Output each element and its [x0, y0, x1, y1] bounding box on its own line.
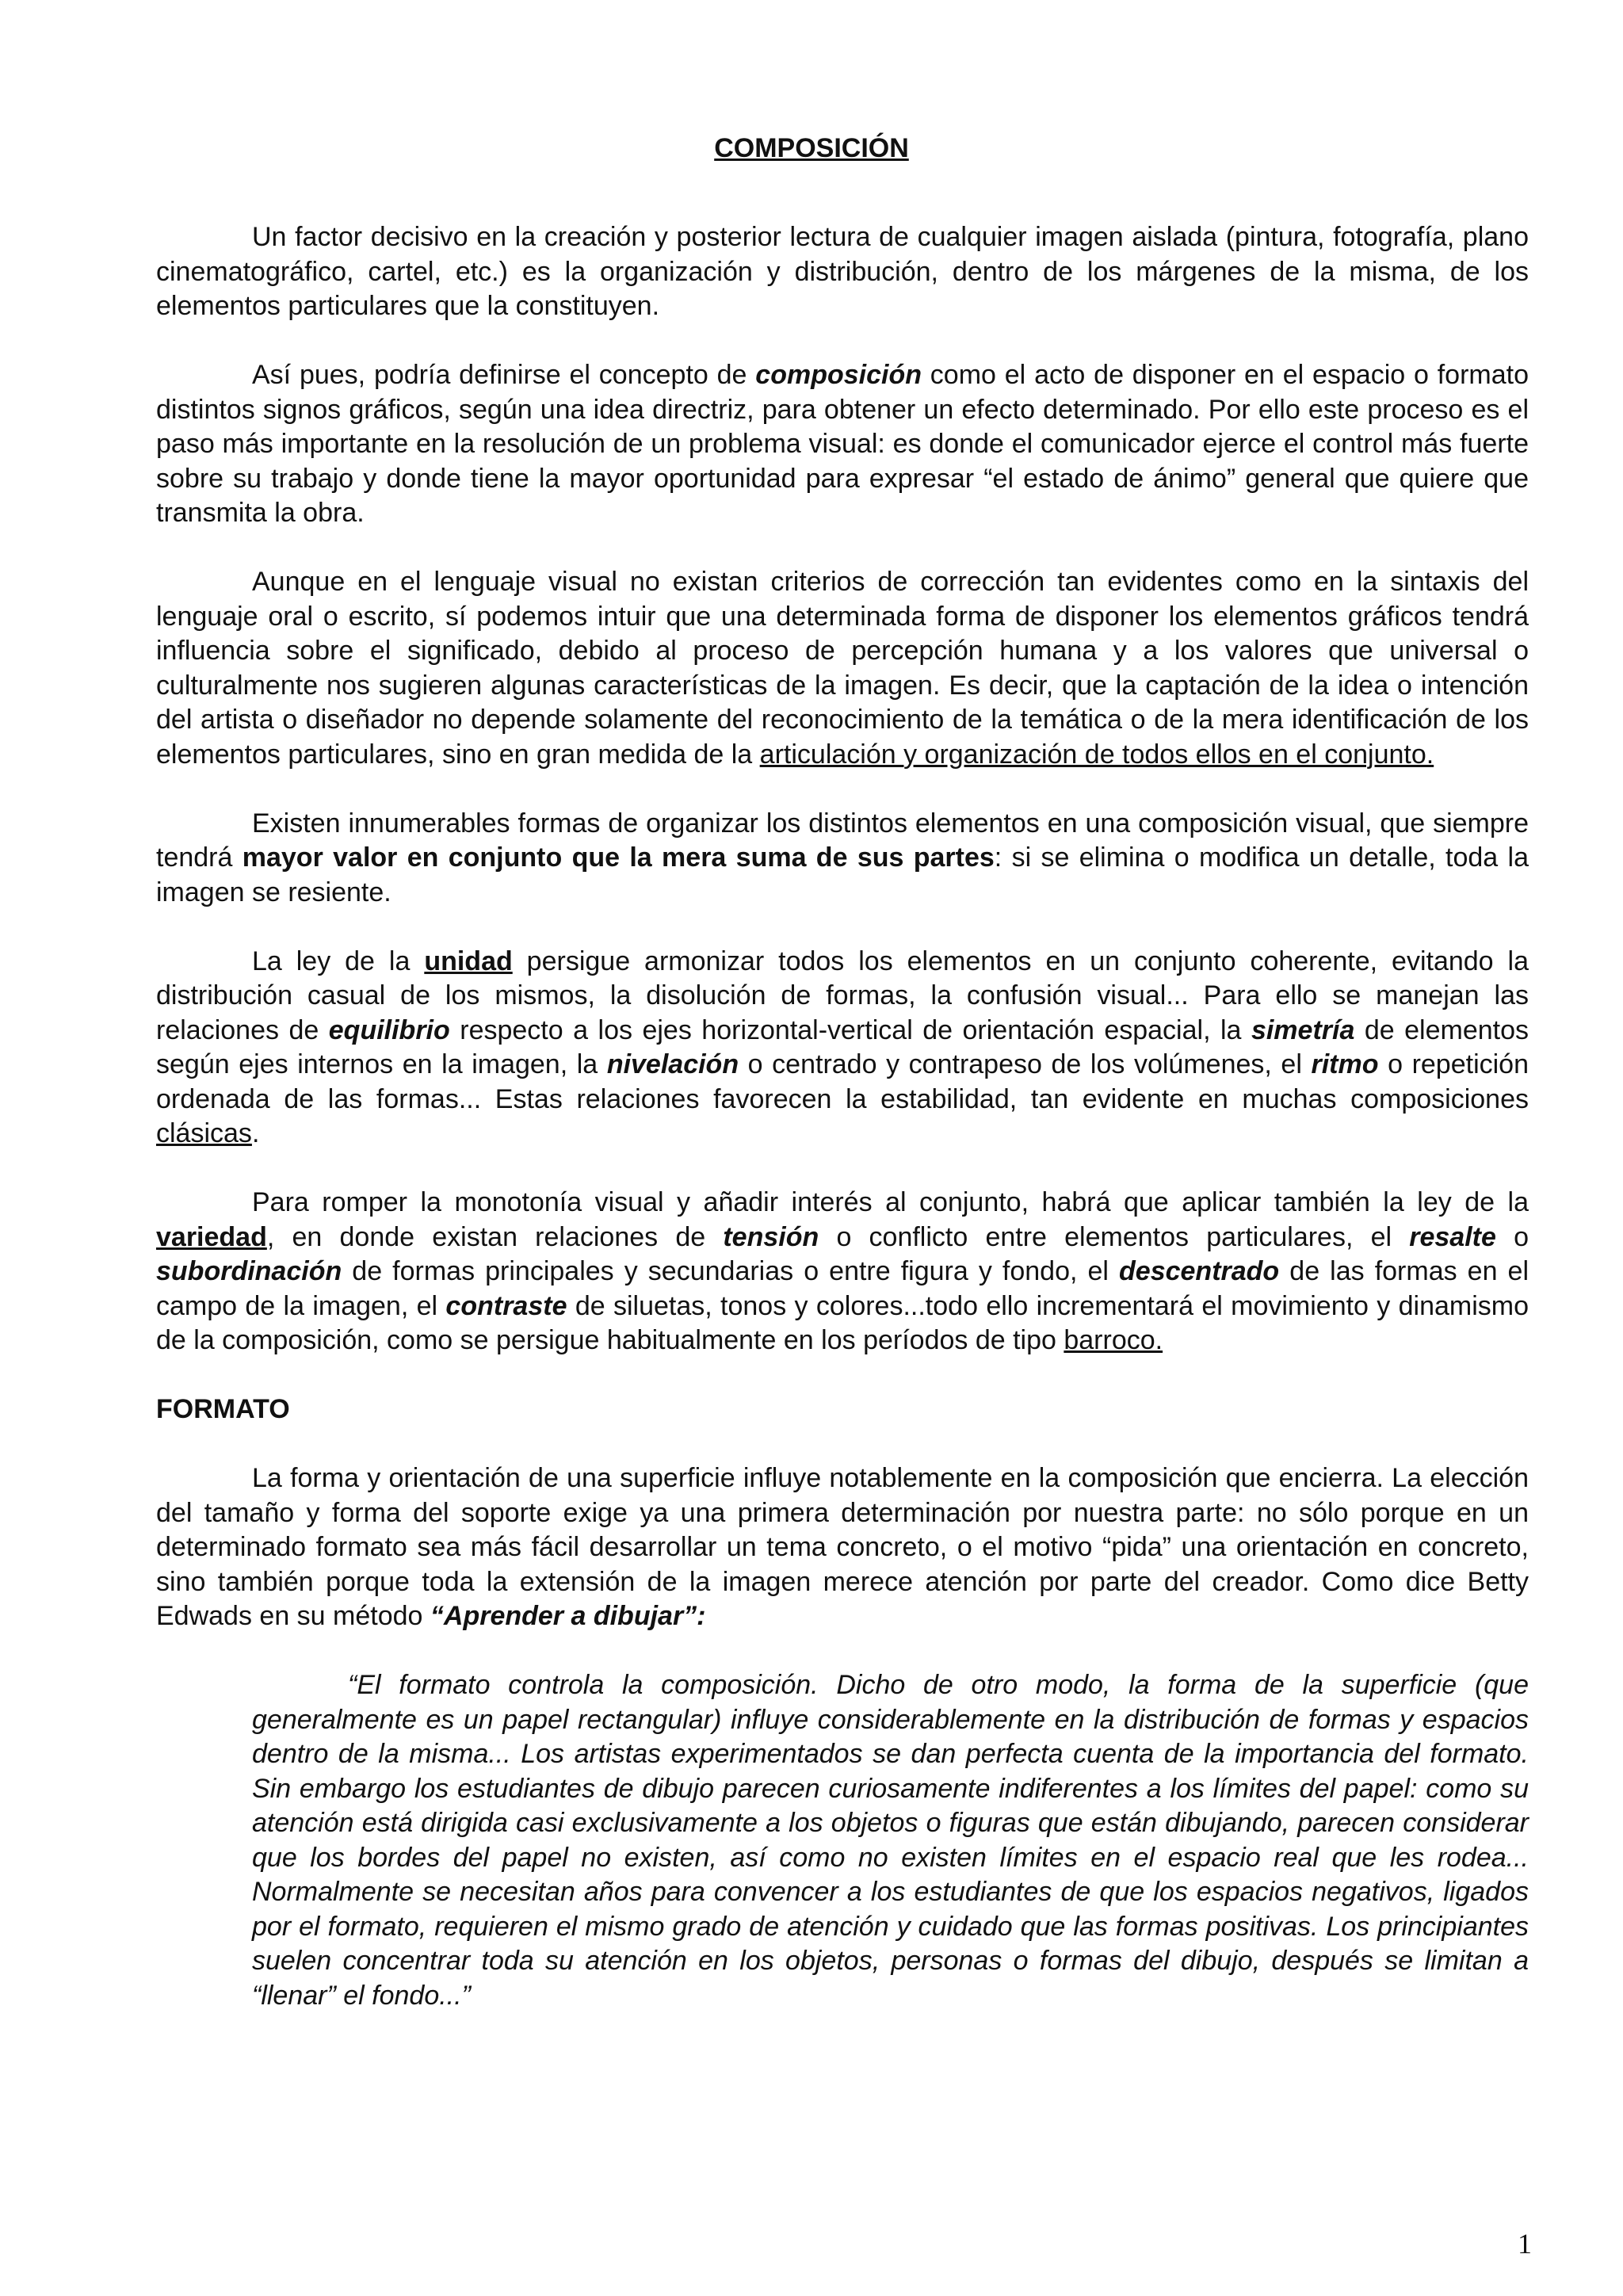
text-run: o	[1495, 1221, 1529, 1252]
underline-barroco: barroco.	[1064, 1325, 1163, 1355]
term-descentrado: descentrado	[1119, 1256, 1280, 1286]
term-ritmo: ritmo	[1311, 1049, 1379, 1079]
text-run: de siluetas, tonos y colores...todo ello incrementará el movimiento y dinamismo de la composición, como se persigue habitualmente en los períodos de tipo	[156, 1290, 1529, 1355]
text-run: Para romper la monotonía visual y añadir interés al conjunto, habrá que aplicar también la ley de la	[252, 1187, 1529, 1217]
text-run: persigue armonizar todos los elementos en un conjunto coherente, evitando la distribución casual de los mismos, la disolución de formas, la confusión visual... Para ello se manejan las relaciones de	[156, 946, 1529, 1045]
paragraph-visual-language	[156, 565, 1529, 772]
text-run: .	[251, 1118, 260, 1148]
term-resalte: resalte	[1409, 1221, 1496, 1252]
text-run: : si se elimina o modifica un detalle, toda la imagen se resiente.	[156, 842, 1529, 907]
book-title-aprender-a-dibujar: “Aprender a dibujar”:	[430, 1601, 706, 1631]
text-run: de las formas en el campo de la imagen, el	[156, 1256, 1529, 1321]
term-simetria: simetría	[1251, 1014, 1355, 1045]
term-variedad: variedad	[156, 1221, 267, 1252]
bold-mayor-valor: mayor valor en conjunto que la mera suma de sus partes	[242, 842, 995, 873]
text-run: o repetición ordenada de las formas... Estas relaciones favorecen la estabilidad, tan evidente en muchas composiciones	[156, 1049, 1529, 1114]
text-run: , en donde existan relaciones de	[266, 1221, 724, 1252]
text-run: La ley de la	[252, 946, 425, 976]
paragraph-variedad	[156, 1186, 1529, 1358]
emphasis-composicion: composición	[755, 360, 922, 390]
term-equilibrio: equilibrio	[328, 1014, 450, 1045]
text-run: respecto a los ejes horizontal-vertical de orientación espacial, la	[449, 1014, 1251, 1045]
paragraph-organization	[156, 807, 1529, 911]
paragraph-unidad	[156, 945, 1529, 1152]
text-run: Así pues, podría definirse el concepto de	[252, 360, 756, 390]
text-run: de elementos según ejes internos en la imagen, la	[156, 1014, 1529, 1079]
page-number: 1	[1518, 2228, 1532, 2260]
text-run: La forma y orientación de una superficie influye notablemente en la composición que encierra. La elección del tamaño y forma del soporte exige ya una primera determinación por nuestra parte: no sólo porque en un determinado formato sea más fácil desarrollar un tema concreto, o el motivo “pida” una orientación en concreto, sino también porque toda la extensión de la imagen merece atención por parte del creador. Como dice Betty Edwads en su método	[156, 1463, 1529, 1631]
term-nivelacion: nivelación	[606, 1049, 739, 1079]
underline-articulacion: articulación y organización de todos ellos en el conjunto.	[759, 739, 1434, 770]
term-unidad: unidad	[424, 946, 513, 976]
paragraph-definition	[156, 358, 1529, 531]
underline-clasicas: clásicas	[156, 1118, 252, 1148]
text-run: Aunque en el lenguaje visual no existan criterios de corrección tan evidentes como en la sintaxis del lenguaje oral o escrito, sí podemos intuir que una determinada forma de disponer los elementos gráficos tendrá influencia sobre el significado, debido al proceso de percepción humana y a los valores que universal o culturalmente nos sugieren algunas características de la imagen. Es decir, que la captación de la idea o intención del artista o diseñador no depende solamente del reconocimiento de la temática o de la mera identificación de los elementos particulares, sino en gran medida de la	[156, 567, 1529, 770]
term-tension: tensión	[723, 1221, 819, 1252]
text-run: Existen innumerables formas de organizar los distintos elementos en una composición visual, que siempre tendrá	[156, 808, 1529, 873]
paragraph-formato	[156, 1461, 1529, 1634]
block-quote: “El formato controla la composición. Dicho de otro modo, la forma de la superficie (que generalmente es un papel rectangular) influye considerablemente en la distribución de formas y espacios dentro de la misma... Los artistas experimentados se dan perfecta cuenta de la importancia del formato. Sin embargo los estudiantes de dibujo parecen curiosamente indiferentes a los límites del papel: como su atención está dirigida casi exclusivamente a los objetos o figuras que están dibujando, parecen considerar que los bordes del papel no existen, así como no existen límites en el espacio real que les rodea... Normalmente se necesitan años para convencer a los estudiantes de que los espacios negativos, ligados por el formato, requieren el mismo grado de atención y cuidado que las formas positivas. Los principiantes suelen concentrar toda su atención en los objetos, personas o formas del dibujo, después se limitan a “llenar” el fondo...”	[252, 1670, 1529, 2011]
text-run: o conflicto entre elementos particulares, el	[819, 1221, 1410, 1252]
section-heading-formato: FORMATO	[156, 1394, 290, 1424]
text-run: o centrado y contrapeso de los volúmenes, el	[739, 1049, 1312, 1079]
document-title: COMPOSICIÓN	[714, 133, 909, 163]
document-body	[156, 220, 1529, 2013]
term-subordinacion: subordinación	[156, 1256, 342, 1286]
term-contraste: contraste	[445, 1290, 567, 1321]
text-run: como el acto de disponer en el espacio o formato distintos signos gráficos, según una idea directriz, para obtener un efecto determinado. Por ello este proceso es el paso más importante en la resolución de un problema visual: es donde el comunicador ejerce el control más fuerte sobre su trabajo y donde tiene la mayor oportunidad para expresar “el estado de ánimo” general que quiere que transmita la obra.	[156, 360, 1529, 528]
paragraph-intro: Un factor decisivo en la creación y posterior lectura de cualquier imagen aislada (pintura, fotografía, plano cinematográfico, cartel, etc.) es la organización y distribución, dentro de los márgenes de la misma, de los elementos particulares que la constituyen.	[156, 222, 1529, 321]
text-run: de formas principales y secundarias o entre figura y fondo, el	[342, 1256, 1120, 1286]
